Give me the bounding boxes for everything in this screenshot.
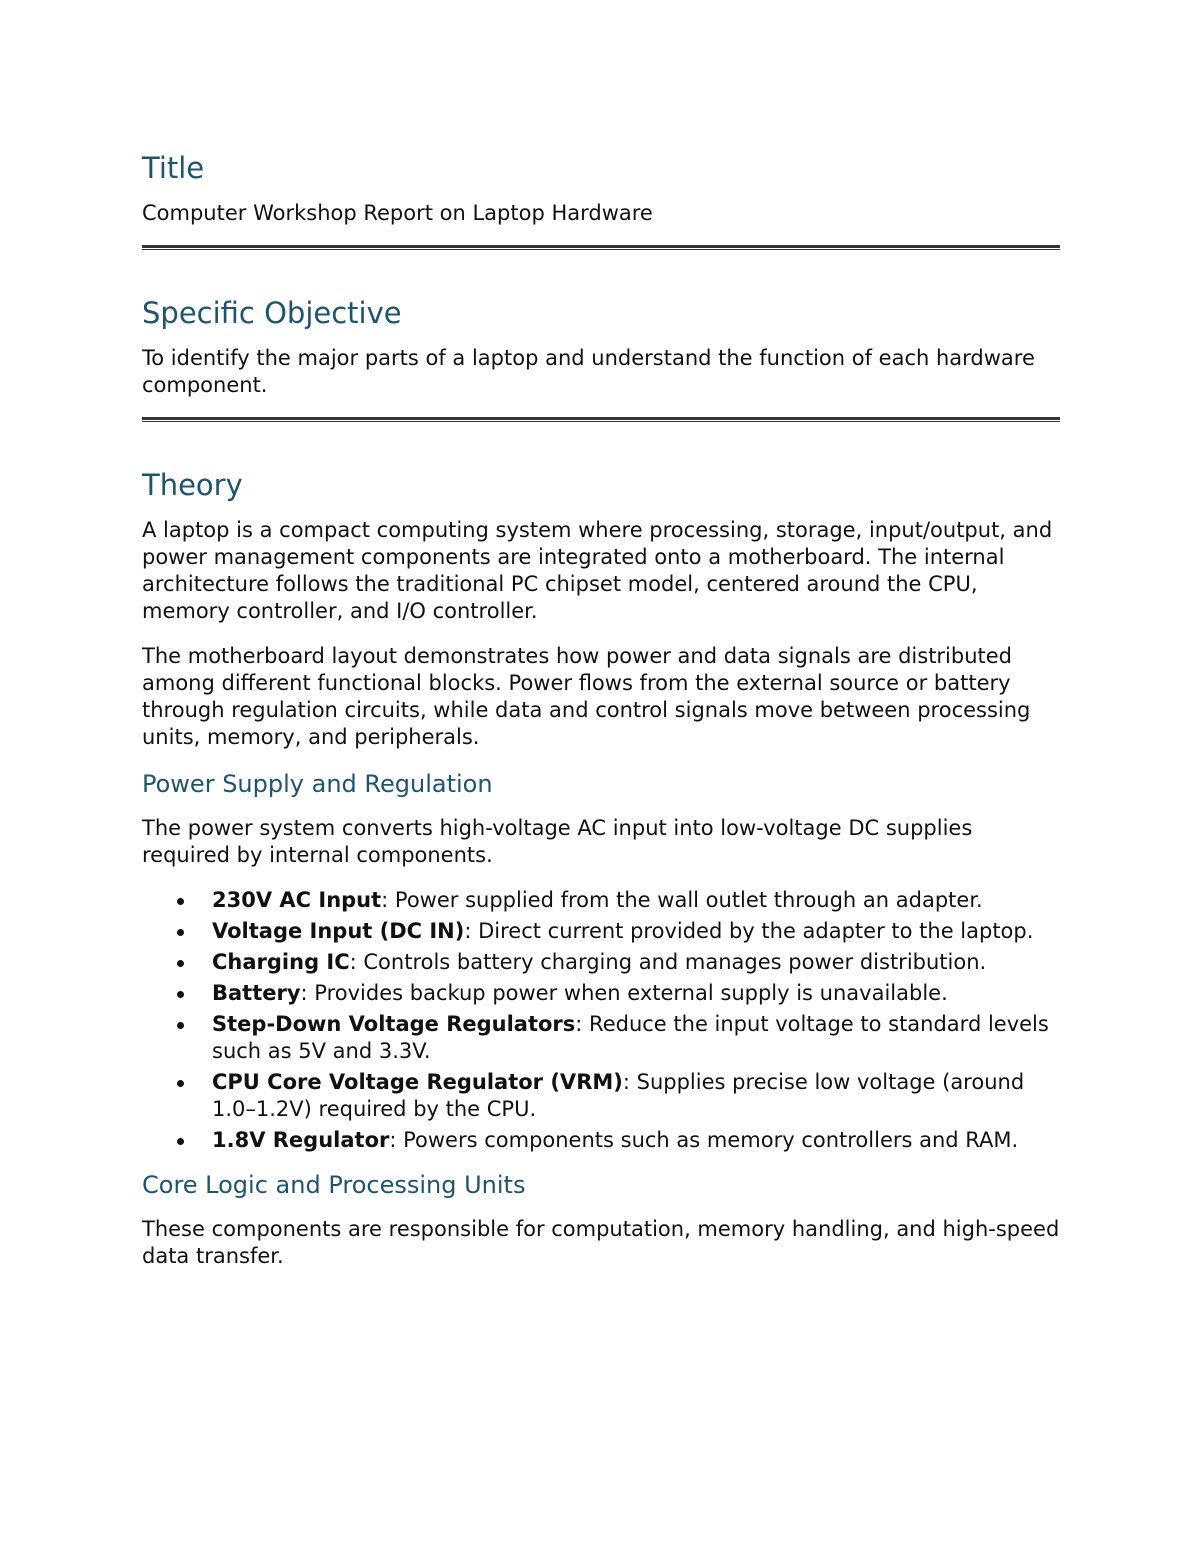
list-item-term: Battery (212, 981, 301, 1005)
objective-heading: Specific Objective (142, 296, 402, 330)
list-item (142, 887, 1060, 914)
list-item-term: 1.8V Regulator (212, 1128, 390, 1152)
bullet-icon (177, 1022, 184, 1029)
section-divider (142, 417, 1060, 422)
document-page (142, 150, 1060, 1270)
theory-paragraph: The motherboard layout demonstrates how power and data signals are distributed among different functional blocks. Power flows from the external source or battery through regulation circuits, while data and control signals move between processing units, memory, and peripherals. (142, 644, 1031, 749)
list-item-desc: : Controls battery charging and manages power distribution. (349, 950, 987, 974)
title-heading: Title (142, 151, 205, 185)
core-intro: These components are responsible for computation, memory handling, and high-speed data transfer. (142, 1217, 1060, 1268)
list-item-desc: : Provides backup power when external supply is unavailable. (300, 981, 948, 1005)
core-heading: Core Logic and Processing Units (142, 1171, 526, 1199)
theory-paragraph: A laptop is a compact computing system where processing, storage, input/output, and power management components are integrated onto a motherboard. The internal architecture follows the traditional PC chipset model, centered around the CPU, memory controller, and I/O controller. (142, 518, 1053, 623)
bullet-icon (177, 960, 184, 967)
list-item-desc: : Reduce the input voltage to standard levels such as 5V and 3.3V. (212, 1012, 1049, 1063)
list-item (142, 949, 1060, 976)
section-divider (142, 245, 1060, 250)
list-item (142, 1069, 1060, 1123)
bullet-icon (177, 898, 184, 905)
list-item-desc: : Power supplied from the wall outlet through an adapter. (381, 888, 983, 912)
list-item (142, 1011, 1060, 1065)
power-heading: Power Supply and Regulation (142, 770, 493, 798)
list-item-desc: : Direct current provided by the adapter to the laptop. (464, 919, 1034, 943)
bullet-icon (177, 991, 184, 998)
bullet-icon (177, 1080, 184, 1087)
list-item (142, 980, 1060, 1007)
power-intro: The power system converts high-voltage AC input into low-voltage DC supplies required by internal components. (142, 816, 973, 867)
list-item-desc: : Supplies precise low voltage (around 1.0–1.2V) required by the CPU. (212, 1070, 1025, 1121)
list-item (142, 918, 1060, 945)
theory-heading: Theory (142, 468, 243, 502)
report-title: Computer Workshop Report on Laptop Hardware (142, 201, 653, 225)
list-item (142, 1127, 1060, 1154)
list-item-term: Voltage Input (DC IN) (212, 919, 465, 943)
power-component-list (142, 887, 1060, 1154)
objective-text: To identify the major parts of a laptop and understand the function of each hardware component. (142, 346, 1035, 397)
list-item-term: 230V AC Input (212, 888, 382, 912)
bullet-icon (177, 929, 184, 936)
list-item-desc: : Powers components such as memory controllers and RAM. (389, 1128, 1019, 1152)
list-item-term: CPU Core Voltage Regulator (VRM) (212, 1070, 623, 1094)
list-item-term: Step-Down Voltage Regulators (212, 1012, 576, 1036)
list-item-term: Charging IC (212, 950, 350, 974)
bullet-icon (177, 1138, 184, 1145)
